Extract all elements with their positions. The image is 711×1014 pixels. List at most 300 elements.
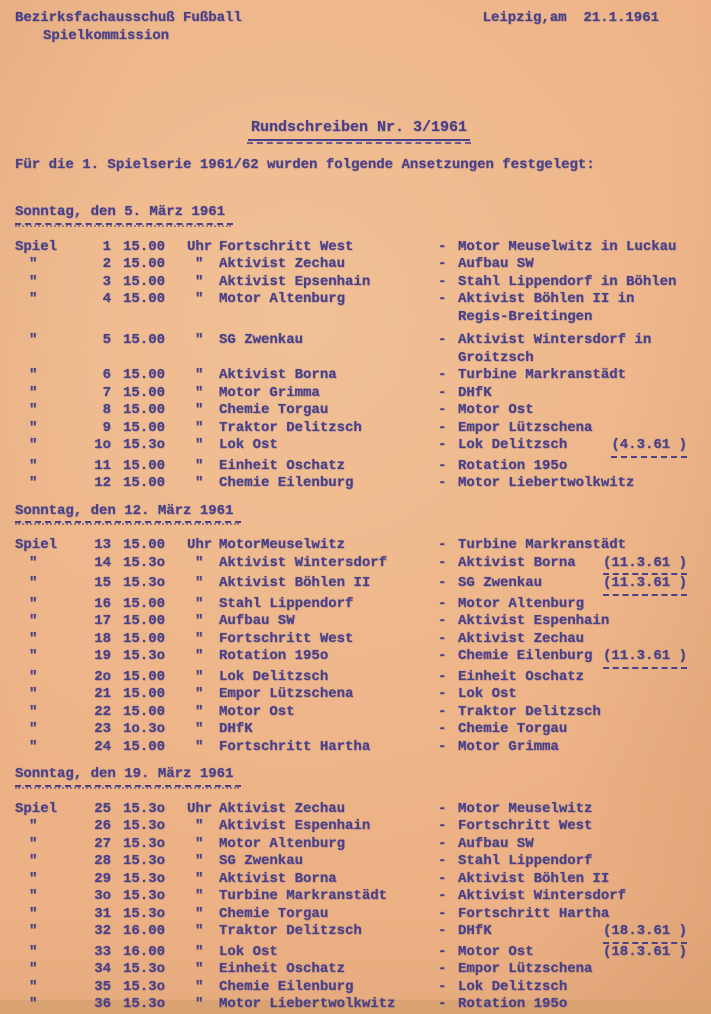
match-number: 23 — [94, 721, 111, 737]
away-team: Aufbau SW — [458, 256, 534, 272]
away-line — [458, 979, 703, 997]
away-cell — [458, 818, 703, 836]
time-unit: " — [195, 721, 204, 737]
away-cell — [458, 996, 703, 1014]
time-unit: " — [195, 291, 204, 307]
match-time: 15.00 — [123, 595, 166, 612]
match-note: (18.3.61 ) — [602, 943, 687, 960]
away-line — [458, 239, 703, 257]
match-time: 15.00 — [123, 686, 166, 702]
match-time: 15.00 — [123, 475, 166, 491]
home-team: Turbine Markranstädt — [219, 888, 388, 904]
home-team: Chemie Torgau — [219, 905, 329, 922]
separator-dash: - — [438, 686, 447, 702]
match-label: " — [29, 256, 38, 272]
match-row — [15, 256, 703, 274]
match-number: 29 — [94, 870, 111, 887]
home-team: Traktor Delitzsch — [219, 419, 362, 436]
separator-dash: - — [438, 419, 447, 436]
match-time: 16.00 — [123, 943, 166, 960]
match-label: " — [29, 273, 38, 290]
match-label: " — [29, 818, 38, 834]
separator-dash: - — [438, 256, 447, 272]
match-row — [15, 537, 703, 555]
match-number: 36 — [94, 996, 111, 1012]
match-time: 15.3o — [123, 575, 166, 591]
time-unit: " — [195, 835, 204, 852]
time-unit: Uhr — [187, 537, 213, 553]
match-time: 15.3o — [123, 905, 166, 922]
match-time: 15.3o — [123, 978, 166, 995]
match-row — [15, 888, 703, 906]
separator-dash: - — [438, 613, 447, 629]
away-team: Aufbau SW — [458, 835, 534, 852]
home-team: Einheit Oschatz — [219, 457, 346, 474]
match-time: 15.00 — [123, 613, 166, 629]
away-line — [458, 256, 703, 274]
time-unit: " — [195, 457, 204, 474]
match-time: 15.00 — [123, 630, 166, 647]
home-team: Motor Grimma — [219, 384, 320, 401]
separator-dash: - — [438, 835, 447, 852]
match-row — [15, 367, 703, 385]
away-team: Motor Altenburg — [458, 595, 585, 612]
match-number: 6 — [102, 367, 111, 383]
match-row — [15, 721, 703, 739]
away-team: Aktivist Böhlen II in — [458, 291, 635, 307]
away-cell — [458, 739, 703, 757]
time-unit: " — [195, 996, 204, 1012]
document-title: Rundschreiben Nr. 3/1961 — [248, 119, 470, 141]
away-team: Lok Delitzsch — [458, 978, 568, 995]
match-time: 1o.3o — [123, 721, 166, 737]
away-team: Lok Delitzsch — [458, 437, 568, 453]
away-line — [458, 274, 703, 292]
away-team: DHfK — [458, 923, 492, 939]
match-time: 15.00 — [123, 419, 166, 436]
match-time: 15.00 — [123, 402, 166, 418]
match-time: 15.3o — [123, 800, 166, 817]
away-line — [458, 648, 703, 669]
home-team: Motor Liebertwolkwitz — [219, 996, 396, 1012]
match-note: (11.3.61 ) — [603, 648, 687, 669]
time-unit: " — [195, 273, 204, 290]
match-label: " — [29, 978, 38, 995]
away-cell — [458, 944, 703, 962]
home-team: Chemie Torgau — [219, 402, 329, 418]
match-number: 3 — [102, 273, 111, 290]
away-line — [458, 669, 703, 687]
home-team: Chemie Eilenburg — [219, 978, 354, 995]
match-label: Spiel — [15, 537, 58, 553]
match-label: " — [29, 738, 38, 755]
separator-dash: - — [438, 402, 447, 418]
separator-dash: - — [438, 648, 447, 664]
away-line — [458, 291, 703, 309]
match-time: 15.00 — [123, 273, 166, 290]
time-unit: " — [195, 256, 204, 272]
home-team: Aktivist Espenhain — [219, 818, 371, 834]
away-cell — [458, 437, 703, 458]
match-number: 27 — [94, 835, 111, 852]
separator-dash: - — [438, 961, 447, 977]
schedule-section — [15, 503, 703, 757]
away-team: Stahl Lippendorf in Böhlen — [458, 273, 677, 290]
away-team: Stahl Lippendorf — [458, 853, 593, 869]
separator-dash: - — [438, 888, 447, 904]
time-unit: " — [195, 613, 204, 629]
match-number: 28 — [94, 853, 111, 869]
match-note: (11.3.61 ) — [603, 555, 687, 576]
match-number: 13 — [94, 537, 111, 553]
away-line — [458, 944, 703, 962]
match-number: 12 — [94, 475, 111, 491]
match-label: " — [29, 475, 38, 491]
separator-dash: - — [438, 630, 447, 647]
match-row — [15, 906, 703, 924]
home-team: Aktivist Böhlen II — [219, 575, 371, 591]
away-cell — [458, 575, 703, 596]
match-note: (4.3.61 ) — [611, 437, 687, 458]
home-team: DHfK — [219, 721, 253, 737]
home-team: Fortschritt Hartha — [219, 738, 371, 755]
away-team: Chemie Torgau — [458, 721, 568, 737]
home-team: Stahl Lippendorf — [219, 595, 354, 612]
away-line — [458, 818, 703, 836]
away-cell — [458, 704, 703, 722]
match-time: 15.00 — [123, 367, 166, 383]
org-name: Bezirksfachausschuß Fußball — [15, 10, 242, 26]
time-unit: " — [195, 668, 204, 685]
match-label: " — [29, 853, 38, 869]
match-row — [15, 475, 703, 493]
match-time: 15.00 — [123, 238, 166, 255]
time-unit: " — [195, 402, 204, 418]
separator-dash: - — [438, 703, 447, 720]
time-unit: " — [195, 575, 204, 591]
time-unit: " — [195, 648, 204, 664]
match-label: " — [29, 961, 38, 977]
match-number: 14 — [94, 554, 111, 571]
section-date-heading: Sonntag, den 12. März 1961 — [15, 503, 241, 524]
away-team: Motor Grimma — [458, 738, 559, 755]
match-label: Spiel — [15, 800, 58, 817]
home-team: Aktivist Epsenhain — [219, 273, 371, 290]
away-line — [458, 721, 703, 739]
time-unit: " — [195, 818, 204, 834]
match-time: 15.3o — [123, 961, 166, 977]
match-label: " — [29, 905, 38, 922]
separator-dash: - — [438, 238, 447, 255]
away-cell — [458, 801, 703, 819]
match-row — [15, 575, 703, 596]
time-unit: " — [195, 853, 204, 869]
match-number: 8 — [102, 402, 111, 418]
match-label: " — [29, 996, 38, 1012]
away-line — [458, 923, 703, 944]
away-cell — [458, 648, 703, 669]
match-row — [15, 631, 703, 649]
match-number: 22 — [94, 703, 111, 720]
match-label: " — [29, 419, 38, 436]
time-unit: " — [195, 630, 204, 647]
match-label: " — [29, 613, 38, 629]
separator-dash: - — [438, 870, 447, 887]
separator-dash: - — [438, 943, 447, 960]
time-unit: " — [195, 943, 204, 960]
away-cell — [458, 420, 703, 438]
away-line — [458, 555, 703, 576]
match-number: 33 — [94, 943, 111, 960]
away-cell — [458, 613, 703, 631]
section-heading-row — [15, 503, 703, 524]
match-row — [15, 239, 703, 257]
separator-dash: - — [438, 721, 447, 737]
time-unit: " — [195, 888, 204, 904]
away-line — [458, 704, 703, 722]
away-team-line2: Regis-Breitingen — [458, 308, 593, 325]
match-note: (18.3.61 ) — [603, 923, 687, 944]
match-label: " — [29, 554, 38, 571]
match-label: " — [29, 686, 38, 702]
time-unit: Uhr — [187, 800, 213, 817]
away-team: Einheit Oschatz — [458, 668, 585, 685]
away-cell — [458, 458, 703, 476]
match-time: 15.3o — [123, 853, 166, 869]
match-number: 2o — [94, 668, 111, 685]
time-unit: " — [195, 870, 204, 887]
away-cell — [458, 256, 703, 274]
away-team: Aktivist Borna — [458, 554, 576, 571]
match-time: 15.3o — [123, 888, 166, 904]
match-number: 1o — [94, 437, 111, 453]
match-row — [15, 385, 703, 403]
match-time: 15.3o — [123, 818, 166, 834]
home-team: Aktivist Borna — [219, 870, 337, 887]
match-number: 35 — [94, 978, 111, 995]
time-unit: " — [195, 437, 204, 453]
separator-dash: - — [438, 457, 447, 474]
home-team: Rotation 195o — [219, 648, 329, 664]
away-cell — [458, 274, 703, 292]
match-number: 31 — [94, 905, 111, 922]
intro-text: Für die 1. Spielserie 1961/62 wurden folgende Ansetzungen festgelegt: — [15, 156, 595, 173]
away-team: SG Zwenkau — [458, 575, 543, 591]
away-team: Traktor Delitzsch — [458, 703, 601, 720]
away-team: Turbine Markranstädt — [458, 367, 627, 383]
home-team: Motor Altenburg — [219, 835, 346, 852]
match-row — [15, 291, 703, 326]
away-team: Fortschritt Hartha — [458, 905, 610, 922]
match-row — [15, 923, 703, 944]
match-number: 26 — [94, 818, 111, 834]
separator-dash: - — [438, 853, 447, 869]
section-date-heading: Sonntag, den 19. März 1961 — [15, 766, 241, 787]
schedule-section — [15, 766, 703, 1014]
home-team: MotorMeuselwitz — [219, 537, 346, 553]
home-team: SG Zwenkau — [219, 332, 304, 348]
away-cell — [458, 239, 703, 257]
away-team: Rotation 195o — [458, 457, 568, 474]
match-label: " — [29, 575, 38, 591]
separator-dash: - — [438, 923, 447, 939]
match-number: 25 — [94, 800, 111, 817]
away-cell — [458, 686, 703, 704]
match-number: 4 — [102, 291, 111, 307]
match-time: 15.3o — [123, 870, 166, 887]
match-label: " — [29, 384, 38, 401]
away-team: Fortschritt West — [458, 818, 593, 834]
home-team: Aktivist Wintersdorf — [219, 554, 388, 571]
match-row — [15, 871, 703, 889]
away-cell — [458, 631, 703, 649]
away-cell — [458, 596, 703, 614]
place-date: Leipzig,am 21.1.1961 — [482, 10, 659, 26]
section-date-heading: Sonntag, den 5. März 1961 — [15, 204, 233, 225]
away-team: DHfK — [458, 384, 492, 401]
away-team: Aktivist Zechau — [458, 630, 585, 647]
away-team: Empor Lützschena — [458, 961, 593, 977]
time-unit: " — [195, 703, 204, 720]
match-number: 1 — [102, 238, 111, 255]
title-row — [15, 119, 703, 141]
home-team: SG Zwenkau — [219, 853, 304, 869]
section-heading-row — [15, 766, 703, 787]
match-number: 5 — [102, 332, 111, 348]
issuing-organization — [15, 10, 242, 45]
home-team: Lok Ost — [219, 943, 278, 960]
match-row — [15, 801, 703, 819]
match-row — [15, 420, 703, 438]
away-line — [458, 686, 703, 704]
time-unit: " — [195, 686, 204, 702]
match-number: 2 — [102, 256, 111, 272]
away-cell — [458, 836, 703, 854]
away-line — [458, 996, 703, 1014]
home-team: Chemie Eilenburg — [219, 475, 354, 491]
away-team: Aktivist Wintersdorf in — [458, 332, 652, 348]
match-time: 15.00 — [123, 291, 166, 307]
match-row — [15, 458, 703, 476]
home-team: Fortschritt West — [219, 630, 354, 647]
match-number: 11 — [94, 457, 111, 474]
match-time: 15.00 — [123, 457, 166, 474]
org-subtitle: Spielkommission — [43, 27, 170, 44]
match-number: 34 — [94, 961, 111, 977]
away-line — [458, 475, 703, 493]
home-team: Traktor Delitzsch — [219, 923, 362, 939]
match-label: " — [29, 630, 38, 647]
match-number: 15 — [94, 575, 111, 591]
away-line — [458, 906, 703, 924]
match-row — [15, 274, 703, 292]
match-label: " — [29, 835, 38, 852]
away-cell — [458, 332, 703, 367]
away-cell — [458, 853, 703, 871]
match-label: " — [29, 870, 38, 887]
match-label: " — [29, 668, 38, 685]
match-label: " — [29, 367, 38, 383]
match-number: 17 — [94, 613, 111, 629]
match-time: 15.00 — [123, 384, 166, 401]
match-label: " — [29, 721, 38, 737]
separator-dash: - — [438, 738, 447, 755]
match-number: 19 — [94, 648, 111, 664]
separator-dash: - — [438, 384, 447, 401]
match-label: " — [29, 332, 38, 348]
away-line — [458, 739, 703, 757]
match-label: " — [29, 437, 38, 453]
match-time: 15.00 — [123, 537, 166, 553]
away-cell — [458, 537, 703, 555]
time-unit: " — [195, 367, 204, 383]
away-cell — [458, 721, 703, 739]
home-team: Motor Ost — [219, 703, 295, 720]
away-line — [458, 631, 703, 649]
match-time: 15.3o — [123, 554, 166, 571]
time-unit: " — [195, 738, 204, 755]
match-note: (11.3.61 ) — [603, 575, 687, 596]
away-team: Aktivist Wintersdorf — [458, 888, 627, 904]
match-row — [15, 961, 703, 979]
away-line — [458, 437, 703, 458]
match-row — [15, 836, 703, 854]
time-unit: " — [195, 332, 204, 348]
document-header — [15, 10, 703, 45]
match-row — [15, 332, 703, 367]
time-unit: " — [195, 978, 204, 995]
separator-dash: - — [438, 367, 447, 383]
away-line — [458, 537, 703, 555]
separator-dash: - — [438, 978, 447, 995]
away-line — [458, 596, 703, 614]
away-line — [458, 961, 703, 979]
time-unit: " — [195, 475, 204, 491]
away-cell — [458, 291, 703, 326]
away-line — [458, 402, 703, 420]
away-team: Rotation 195o — [458, 996, 568, 1012]
time-unit: " — [195, 595, 204, 612]
away-line — [458, 871, 703, 889]
separator-dash: - — [438, 273, 447, 290]
away-cell — [458, 385, 703, 403]
away-cell — [458, 475, 703, 493]
home-team: Lok Ost — [219, 437, 278, 453]
home-team: Aufbau SW — [219, 613, 295, 629]
match-time: 15.00 — [123, 256, 166, 272]
match-row — [15, 613, 703, 631]
match-row — [15, 996, 703, 1014]
match-row — [15, 669, 703, 687]
time-unit: Uhr — [187, 238, 213, 255]
away-cell — [458, 402, 703, 420]
away-line — [458, 853, 703, 871]
away-team: Motor Meuselwitz — [458, 800, 593, 817]
home-team: Motor Altenburg — [219, 291, 346, 307]
match-time: 15.00 — [123, 738, 166, 755]
match-number: 21 — [94, 686, 111, 702]
match-time: 15.3o — [123, 648, 166, 664]
away-line — [458, 385, 703, 403]
time-unit: " — [195, 905, 204, 922]
match-row — [15, 648, 703, 669]
away-cell — [458, 923, 703, 944]
match-number: 32 — [94, 923, 111, 939]
away-cell — [458, 367, 703, 385]
match-number: 16 — [94, 595, 111, 612]
away-team: Chemie Eilenburg — [458, 648, 593, 664]
match-row — [15, 979, 703, 997]
